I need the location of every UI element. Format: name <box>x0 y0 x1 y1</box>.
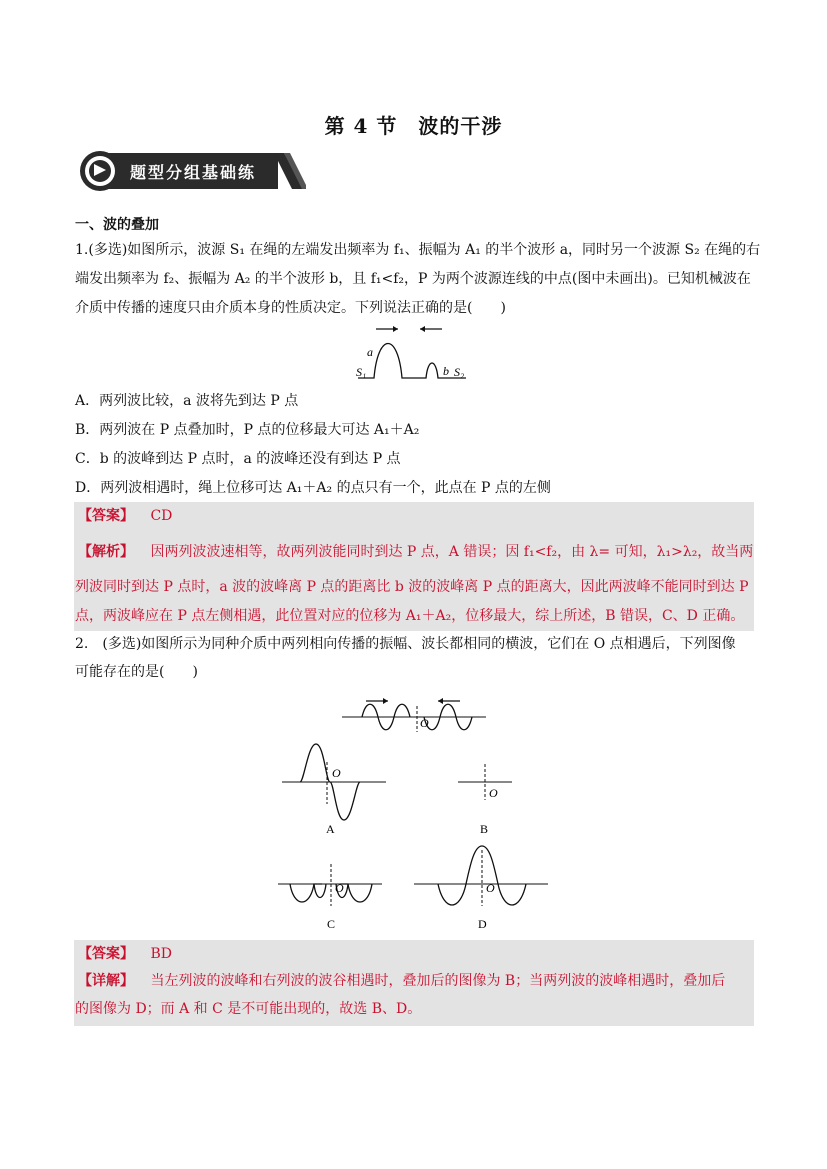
page-title: 第 4 节 波的干涉 <box>324 114 503 138</box>
right-arrow-icon <box>376 326 398 332</box>
q1-analysis-line-1 <box>78 542 753 562</box>
q2-answer <box>78 944 172 964</box>
left-arrow-icon <box>420 326 442 332</box>
point-o-label: O <box>335 881 344 895</box>
point-o-label: O <box>486 881 495 895</box>
q2-detail-label: 【详解】 <box>78 973 134 989</box>
q2-detail-line-1 <box>78 971 725 991</box>
q1-analysis-text-1: 因两列波波速相等，故两列波能同时到达 P 点，A 错误；因 f₁<f₂，由 λ= 可知，λ₁>λ₂，故当两 <box>150 544 754 560</box>
wave-b-label: b <box>443 364 449 378</box>
q1-analysis-line-2: 列波同时到达 P 点时，a 波的波峰离 P 点的距离比 b 波的波峰离 P 点的距离大，因此两波峰不能同时到达 P <box>75 579 749 595</box>
source-s1-label: S₁ <box>356 365 367 379</box>
q1-analysis-label: 【解析】 <box>78 544 134 560</box>
right-arrow-icon <box>366 698 388 704</box>
q1-analysis-line-3: 点，两波峰应在 P 点左侧相遇，此位置对应的位移为 A₁＋A₂，位移最大，综上所述，B 错误，C、D 正确。 <box>75 608 745 624</box>
q2-answer-row <box>74 940 754 968</box>
q1-option-b: B．两列波在 P 点叠加时，P 点的位移最大可达 A₁＋A₂ <box>75 422 420 438</box>
option-a-caption: A <box>326 822 335 834</box>
q1-answer-label: 【答案】 <box>78 508 134 524</box>
q1-option-d: D．两列波相遇时，绳上位移可达 A₁＋A₂ 的点只有一个，此点在 P 点的左侧 <box>75 480 551 496</box>
section-banner <box>78 150 306 192</box>
q1-answer-row <box>74 502 754 531</box>
q2-incoming-waves-figure <box>340 692 490 738</box>
q1-line-1: 1.(多选)如图所示，波源 S₁ 在绳的左端发出频率为 f₁、振幅为 A₁ 的半个波形 a，同时另一个波源 S₂ 在绳的右 <box>75 242 761 258</box>
wave-a-label: a <box>367 345 373 359</box>
q1-rope-figure <box>354 322 474 382</box>
option-d-caption: D <box>478 917 487 930</box>
point-o-label: O <box>420 716 429 730</box>
q1-answer <box>78 506 172 526</box>
q1-line-3: 介质中传播的速度只由介质本身的性质决定。下列说法正确的是( ) <box>75 300 506 316</box>
q2-line-2: 可能存在的是( ) <box>75 664 198 680</box>
q1-line-2: 端发出频率为 f₂、振幅为 A₂ 的半个波形 b，且 f₁<f₂，P 为两个波源连线的中点(图中未画出)。已知机械波在 <box>75 271 751 287</box>
q2-option-a-figure <box>280 742 390 834</box>
q2-option-d-figure <box>412 842 552 930</box>
option-c-caption: C <box>327 917 336 930</box>
q1-option-c: C．b 的波峰到达 P 点时，a 的波峰还没有到达 P 点 <box>75 451 401 467</box>
q2-detail-text-1: 当左列波的波峰和右列波的波谷相遇时，叠加后的图像为 B；当两列波的波峰相遇时，叠加后 <box>150 973 726 989</box>
option-b-caption: B <box>480 822 489 834</box>
q2-line-1: 2. (多选)如图所示为同种介质中两列相向传播的振幅、波长都相同的横波，它们在 O 点相遇后，下列图像 <box>75 636 736 652</box>
section-heading: 一、波的叠加 <box>75 217 159 233</box>
q2-detail-line-2: 的图像为 D；而 A 和 C 是不可能出现的，故选 B、D。 <box>75 1001 422 1017</box>
point-o-label: O <box>332 766 341 780</box>
q2-answer-label: 【答案】 <box>78 946 134 962</box>
q2-option-c-figure <box>276 862 386 930</box>
q1-option-a: A．两列波比较，a 波将先到达 P 点 <box>75 393 299 409</box>
q1-answer-value: CD <box>150 508 173 524</box>
q2-option-b-figure <box>450 762 520 834</box>
q2-answer-value: BD <box>150 946 172 962</box>
point-o-label: O <box>489 786 498 800</box>
banner-label: 题型分组基础练 <box>130 163 257 182</box>
source-s2-label: S₂ <box>454 365 465 379</box>
left-arrow-icon <box>438 698 460 704</box>
